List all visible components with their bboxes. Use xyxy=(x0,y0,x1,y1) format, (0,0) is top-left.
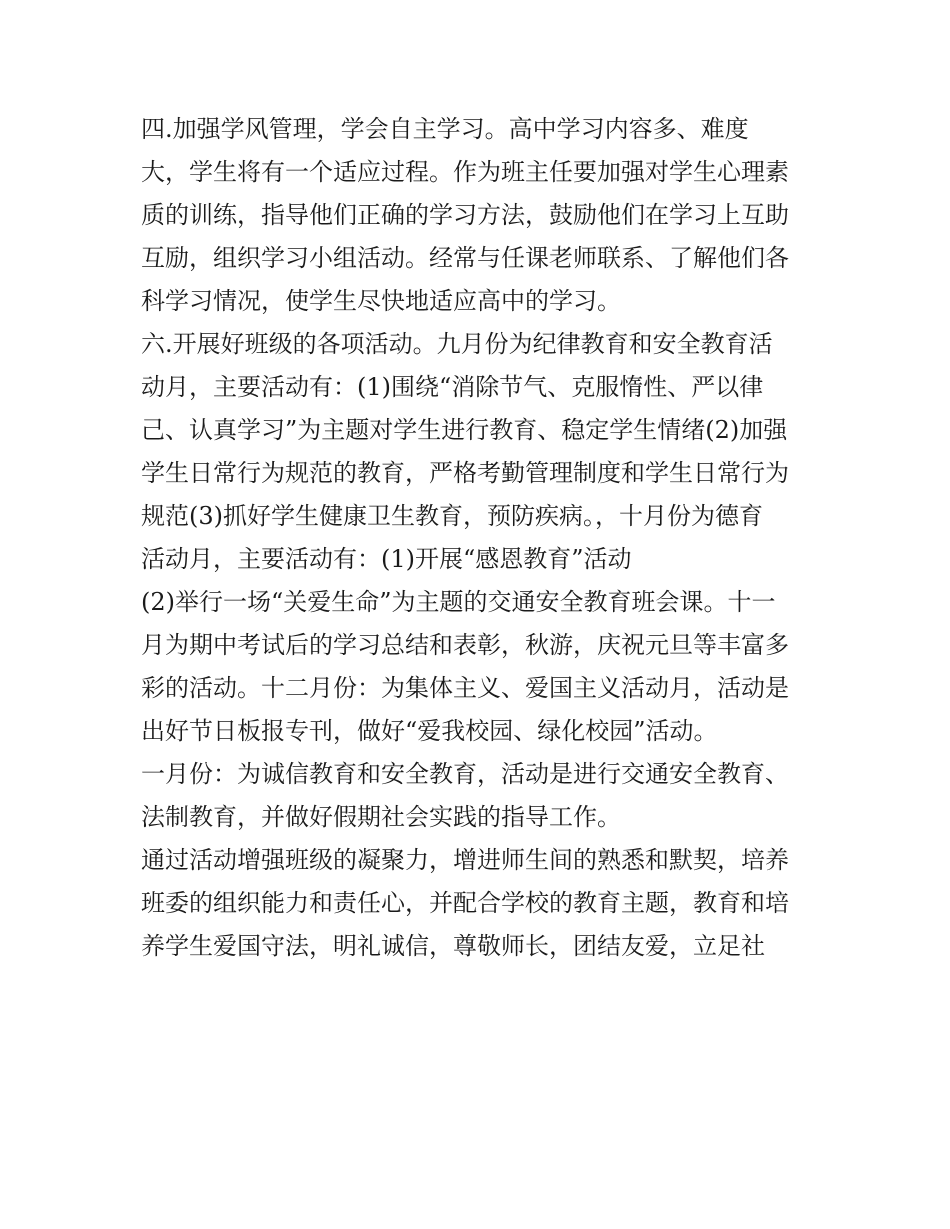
paragraph-january xyxy=(141,753,821,839)
text-line: 通过活动增强班级的凝聚力，增进师生间的熟悉和默契，培养 xyxy=(141,846,789,874)
text-line: 大，学生将有一个适应过程。作为班主任要加强对学生心理素 xyxy=(141,158,789,186)
text-line: (2)举行一场“关爱生命”为主题的交通安全教育班会课。十一 xyxy=(141,588,776,616)
text-line: 六.开展好班级的各项活动。九月份为纪律教育和安全教育活 xyxy=(141,330,773,358)
text-line: 班委的组织能力和责任心，并配合学校的教育主题，教育和培 xyxy=(141,889,789,917)
text-line: 养学生爱国守法，明礼诚信，尊敬师长，团结友爱，立足社 xyxy=(141,932,765,960)
text-line: 一月份：为诚信教育和安全教育，活动是进行交通安全教育、 xyxy=(141,760,789,788)
text-line: 学生日常行为规范的教育，严格考勤管理制度和学生日常行为 xyxy=(141,459,789,487)
text-line: 质的训练，指导他们正确的学习方法，鼓励他们在学习上互助 xyxy=(141,201,789,229)
text-line: 科学习情况，使学生尽快地适应高中的学习。 xyxy=(141,287,621,315)
text-line: 彩的活动。十二月份：为集体主义、爱国主义活动月，活动是 xyxy=(141,674,789,702)
text-line: 月为期中考试后的学习总结和表彰，秋游，庆祝元旦等丰富多 xyxy=(141,631,789,659)
paragraph-study-management xyxy=(141,108,821,323)
paragraph-cohesion xyxy=(141,839,821,968)
text-line: 己、认真学习”为主题对学生进行教育、稳定学生情绪(2)加强 xyxy=(141,416,788,444)
text-line: 互励，组织学习小组活动。经常与任课老师联系、了解他们各 xyxy=(141,244,789,272)
paragraph-class-activities xyxy=(141,323,821,753)
text-line: 出好节日板报专刊，做好“爱我校园、绿化校园”活动。 xyxy=(141,717,718,745)
document-body xyxy=(141,108,821,968)
text-line: 法制教育，并做好假期社会实践的指导工作。 xyxy=(141,803,621,831)
text-line: 动月，主要活动有：(1)围绕“消除节气、克服惰性、严以律 xyxy=(141,373,764,401)
text-line: 四.加强学风管理，学会自主学习。高中学习内容多、难度 xyxy=(141,115,749,143)
text-line: 活动月，主要活动有：(1)开展“感恩教育”活动 xyxy=(141,545,632,573)
text-line: 规范(3)抓好学生健康卫生教育，预防疾病。，十月份为德育 xyxy=(141,502,763,530)
